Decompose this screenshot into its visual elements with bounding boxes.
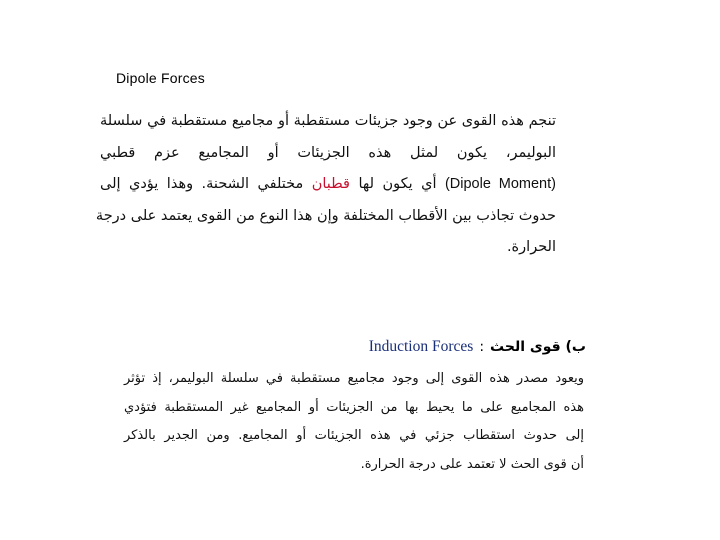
dipole-forces-paragraph bbox=[95, 106, 556, 264]
induction-forces-paragraph bbox=[124, 365, 584, 479]
highlighted-word: قطبان bbox=[311, 176, 350, 192]
paragraph-line: البوليمر، يكون لمثل هذه الجزيئات أو المجاميع عزم قطبي bbox=[100, 144, 556, 161]
paragraph-line: أن قوى الحث لا تعتمد على درجة الحرارة. bbox=[360, 456, 584, 472]
paragraph-line: إلى حدوث استقطاب جزئي في هذه الجزيئات أو المجاميع. ومن الجدير بالذكر bbox=[124, 428, 584, 443]
paragraph-line: الحرارة. bbox=[506, 239, 556, 255]
paragraph-line: ويعود مصدر هذه القوى إلى وجود مجاميع مستقطبة في سلسلة البوليمر، إذ تؤثر bbox=[124, 371, 584, 386]
term-english: (Dipole Moment) bbox=[444, 176, 556, 192]
paragraph-fragment: مختلفي الشحنة. وهذا يؤدي إلى bbox=[100, 176, 312, 192]
heading-arabic: ب) قوى الحث bbox=[490, 339, 586, 355]
paragraph-line-with-term bbox=[100, 169, 556, 201]
heading-english: Induction Forces bbox=[368, 338, 474, 355]
induction-forces-heading bbox=[366, 336, 586, 358]
paragraph-line: حدوث تجاذب بين الأقطاب المختلفة وإن هذا النوع من القوى يعتمد على درجة bbox=[95, 207, 556, 224]
heading-separator: : bbox=[479, 339, 485, 355]
paragraph-fragment: أي يكون لها bbox=[350, 176, 445, 192]
slide-title: Dipole Forces bbox=[116, 70, 205, 86]
paragraph-line: هذه المجاميع على ما يحيط بها من الجزيئات أو المجاميع غير المستقطبة فتؤدي bbox=[124, 399, 584, 415]
paragraph-line: تنجم هذه القوى عن وجود جزيئات مستقطبة أو مجاميع مستقطبة في سلسلة bbox=[100, 113, 556, 129]
